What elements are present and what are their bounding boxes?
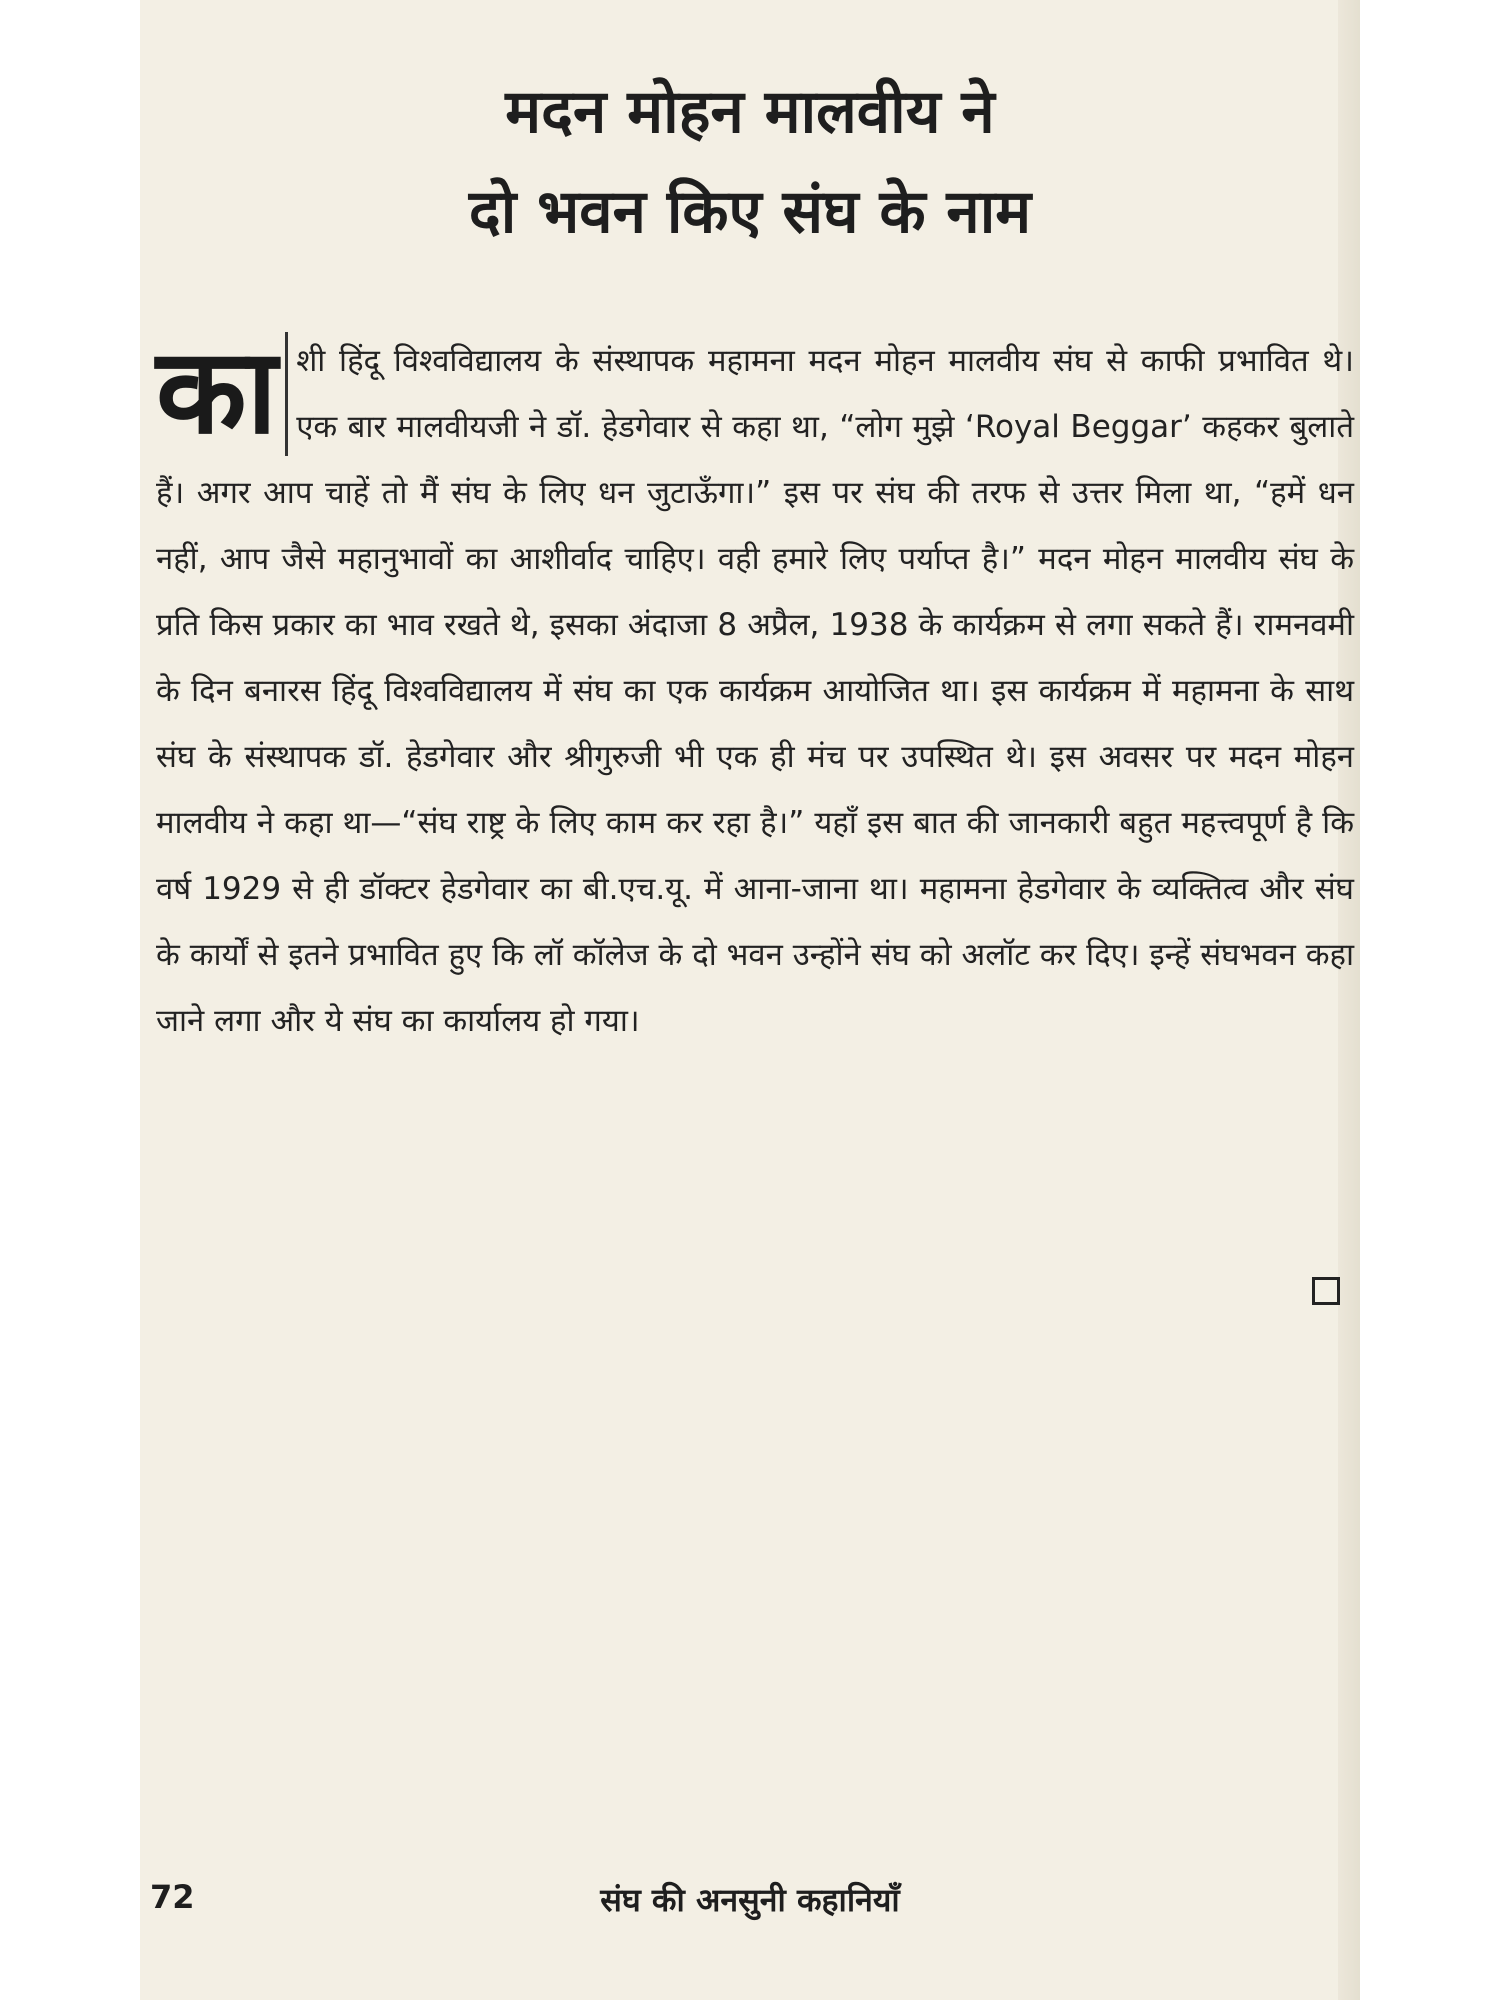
page-footer: [140, 1878, 1360, 1938]
section-end-square-icon: [1312, 1277, 1340, 1305]
page-number: 72: [150, 1878, 195, 1916]
chapter-title: [140, 62, 1360, 262]
chapter-title-line-2: दो भवन किए संघ के नाम: [468, 177, 1032, 247]
book-page: [140, 0, 1360, 2000]
chapter-title-line-1: मदन मोहन मालवीय ने: [505, 77, 995, 147]
body-paragraph: [156, 322, 1354, 1054]
running-book-title: संघ की अनसुनी कहानियाँ: [600, 1881, 900, 1919]
body-text: शी हिंदू विश्वविद्यालय के संस्थापक महामना मदन मोहन मालवीय संघ से काफी प्रभावित थे। एक बार मालवीयजी ने डॉ. हेडगेवार से कहा था, “लोग मुझे ‘Royal Beggar’ कहकर बुलाते हैं। अगर आप चाहें तो मैं संघ के लिए धन जुटाऊँगा।” इस पर संघ की तरफ से उत्तर मिला था, “हमें धन नहीं, आप जैसे महानुभावों का आशीर्वाद चाहिए। वही हमारे लिए पर्याप्त है।” मदन मोहन मालवीय संघ के प्रति किस प्रकार का भाव रखते थे, इसका अंदाजा 8 अप्रैल, 1938 के कार्यक्रम से लगा सकते हैं। रामनवमी के दिन बनारस हिंदू विश्वविद्यालय में संघ का एक कार्यक्रम आयोजित था। इस कार्यक्रम में महामना के साथ संघ के संस्थापक डॉ. हेडगेवार और श्रीगुरुजी भी एक ही मंच पर उपस्थित थे। इस अवसर पर मदन मोहन मालवीय ने कहा था—“संघ राष्ट्र के लिए काम कर रहा है।” यहाँ इस बात की जानकारी बहुत महत्त्वपूर्ण है कि वर्ष 1929 से ही डॉक्टर हेडगेवार का बी.एच.यू. में आना-जाना था। महामना हेडगेवार के व्यक्तित्व और संघ के कार्यों से इतने प्रभावित हुए कि लॉ कॉलेज के दो भवन उन्होंने संघ को अलॉट कर दिए। इन्हें संघभवन कहा जाने लगा और ये संघ का कार्यालय हो गया।: [156, 343, 1354, 1039]
drop-cap: का: [156, 332, 288, 456]
